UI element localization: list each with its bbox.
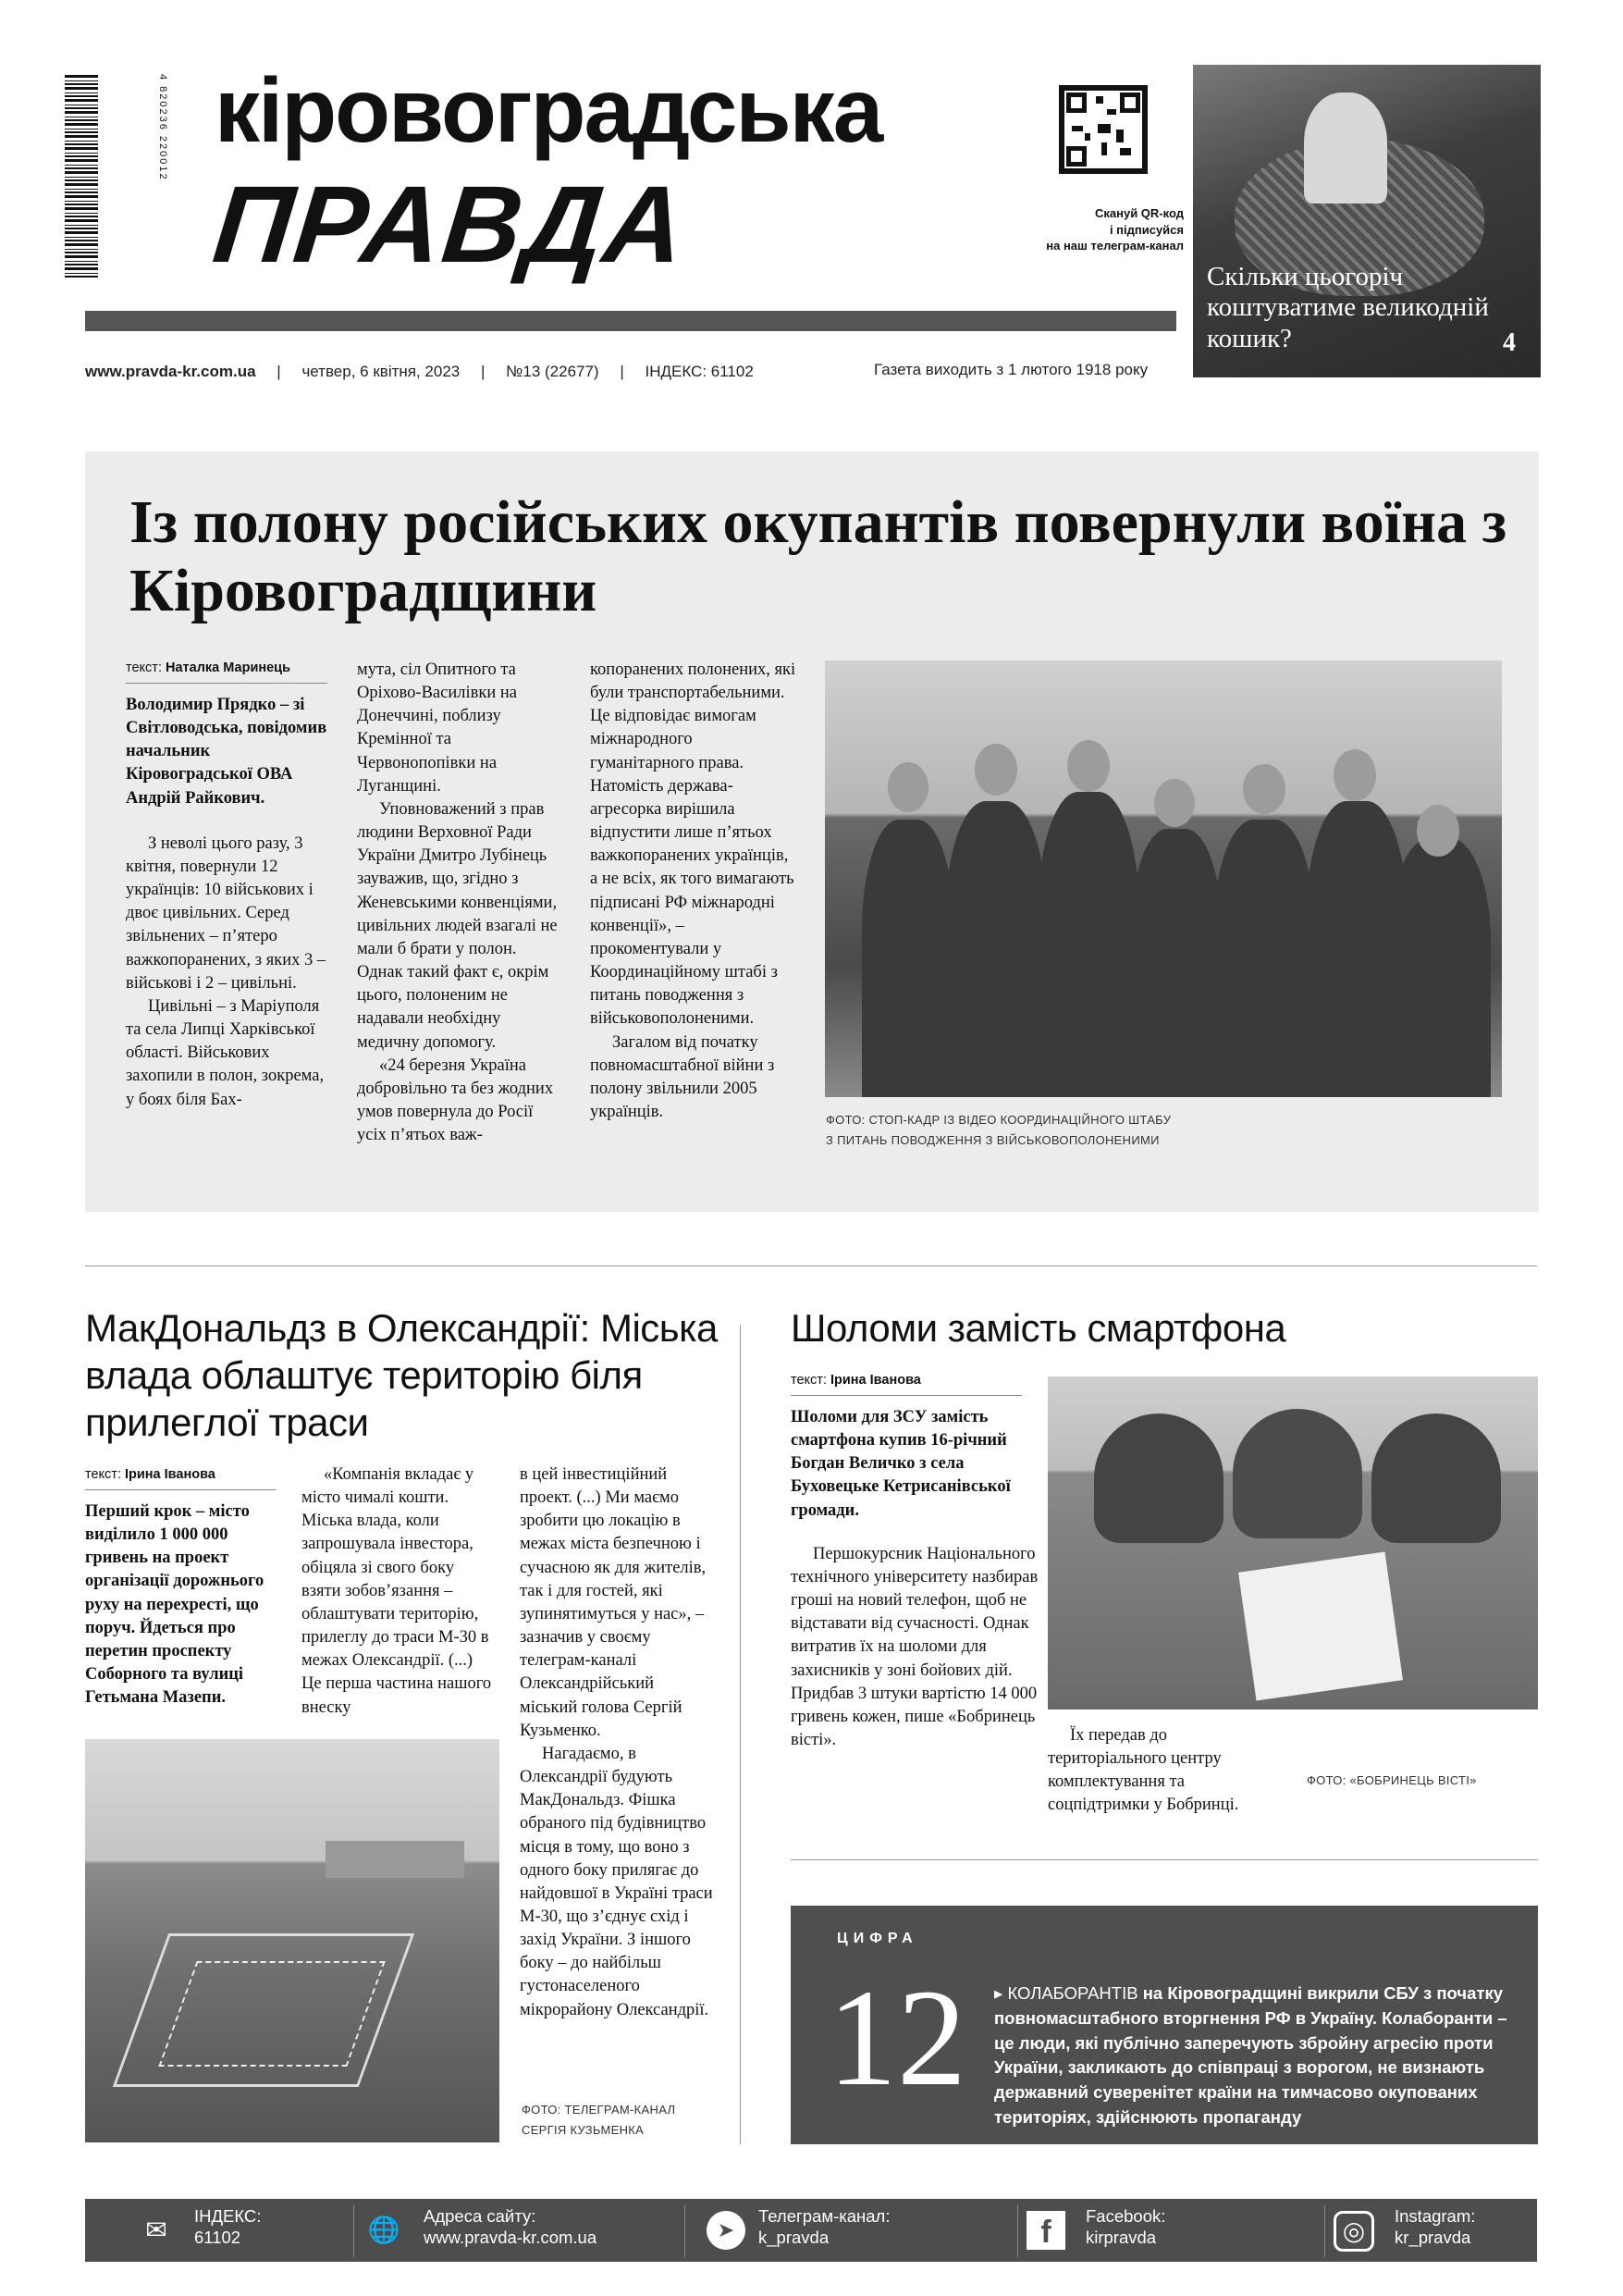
issue-number: №13 (22677): [506, 363, 599, 380]
issue-date: четвер, 6 квітня, 2023: [301, 363, 461, 380]
masthead-title-line1: кіровоградська: [215, 59, 882, 161]
lead-column-2: мута, сіл Опитного та Оріхово-Василівки на Донеччині, поблизу Кремінної та Червонопопівки на Луганщині. Уповноважений з прав людини Верховної Ради України Дмитро Лубінець зауважив, що, згідно з Женевськими конвенціями, цивільних людей взагалі не мали б брати у полон. Однак такий факт є, окрім цього, полоненим не надавали необхідну медичну допомогу. «24 березня Україна добровільно та без жодних умов повернула до Росії усіх п’ятьох важ-: [357, 660, 558, 1145]
barcode-number: 4 820236 220012: [157, 74, 168, 181]
cifra-keyword: КОЛАБОРАНТІВ: [1007, 1983, 1138, 2003]
helmets-photo[interactable]: [1048, 1376, 1538, 1710]
telegram-icon: ➤: [707, 2211, 745, 2250]
facebook-icon: f: [1027, 2211, 1065, 2250]
helmets-column: Шоломи для ЗСУ замість смартфона купив 16-річний Богдан Величко з села Буховецьке Кетрисанівської громади. Першокурсник Національного технічного університету назбирав гроші на новий телефон, щоб не відставати від сучасності. Однак витратив їх на шоломи для захисників у зоні бойових дій. Придбав 3 штуки вартістю 14 000 гривень кожен, пише «Бобринець вісті».: [791, 1408, 1039, 1750]
masthead-title-line2: ПРАВДА: [208, 164, 692, 286]
promo-text[interactable]: Скільки цьогоріч коштуватиме великодній кошик?: [1207, 262, 1489, 353]
footer-facebook[interactable]: Facebook: kirpravda: [1086, 2206, 1166, 2248]
helmets-photo-text: Їх передав до територіального центру комплектування та соцпідтримки у Бобринці.: [1048, 1726, 1239, 1815]
website-link[interactable]: www.pravda-kr.com.ua: [85, 363, 256, 380]
promo-page-number: 4: [1503, 328, 1516, 357]
qr-code[interactable]: [1059, 85, 1148, 174]
lead-author: текст: Наталка Маринець: [126, 660, 291, 675]
mcdonalds-column-3: в цей інвестиційний проект. (...) Ми маємо зробити цю локацію в межах міста безпечною і сучасною як для жителів, так і для гостей, які зупинятимуться у нас», – зазначив у своєму телеграм-каналі Олександрійський міський голова Сергій Кузьменко. Нагадаємо, в Олександрії будують МакДональдз. Фішка обраного під будівництво місця в тому, що воно з одного боку прилягає до найдовшої в Україні траси М-30, що з’єднує схід і захід України. З іншого боку – до найбільш густонаселеного мікрорайону Олександрії.: [520, 1465, 713, 2019]
lead-headline[interactable]: Із полону російських окупантів повернули воїна з Кіровоградщини: [129, 488, 1507, 624]
mcdonalds-lead: Перший крок – місто виділило 1 000 000 гривень на проект організації дорожнього руху на перехресті, що поруч. Йдеться про перетин проспекту Соборного та вулиці Гетьмана Мазепи.: [85, 1502, 264, 1708]
since-note: Газета виходить з 1 лютого 1918 року: [874, 361, 1149, 378]
issue-info: www.pravda-kr.com.ua | четвер, 6 квітня, 2023 | №13 (22677) | ІНДЕКС: 61102: [85, 363, 754, 380]
mcdonalds-headline[interactable]: МакДональдз в Олександрії: Міська влада облаштує територію біля прилеглої траси: [85, 1306, 718, 1445]
helmets-author: текст: Ірина Іванова: [791, 1373, 921, 1388]
footer-instagram[interactable]: Instagram: kr_pravda: [1395, 2206, 1476, 2248]
qr-note: Скануй QR-код і підписуйся на наш телеграм-канал: [1046, 206, 1184, 253]
helmets-photo-caption: ФОТО: «БОБРИНЕЦЬ ВІСТІ»: [1307, 1773, 1477, 1787]
barcode: [65, 74, 98, 278]
footer-index: ІНДЕКС: 61102: [194, 2206, 262, 2248]
soldiers-photo[interactable]: [825, 660, 1502, 1097]
arrow-icon: ▸: [994, 1983, 1003, 2003]
mcdonalds-photo-caption: ФОТО: ТЕЛЕГРАМ-КАНАЛ СЕРГІЯ КУЗЬМЕНКА: [522, 2103, 676, 2138]
issue-index: ІНДЕКС: 61102: [645, 363, 754, 380]
globe-icon: 🌐: [367, 2216, 400, 2244]
mcdonalds-author: текст: Ірина Іванова: [85, 1467, 215, 1482]
helmets-headline[interactable]: Шоломи замість смартфона: [791, 1306, 1286, 1350]
mcdonalds-column-2: «Компанія вкладає у місто чималі кошти. Міська влада, коли запрошувала інвестора, обіцяла зі свого боку взяти зобов’язання – облаштувати територію, прилеглу до траси М-30 в межах Олександрії. (...) Це перша частина нашого внеску: [301, 1465, 492, 1717]
instagram-icon: ◎: [1334, 2211, 1374, 2252]
lead-column-3: копоранених полонених, які були транспортабельними. Це відповідає вимогам міжнародного гуманітарного права. Натомість держава-агресорка вирішила відпустити лише п’ятьох важкопоранених українців, а не всіх, як того вимагають підписані РФ міжнародні конвенції», – прокоментували у Координаційному штабі з питань поводження з військовополоненими. Загалом від початку повномасштабної війни з полону звільнили 2005 українців.: [590, 660, 796, 1121]
masthead-divider: [85, 311, 1176, 331]
mail-pin-icon: ✉: [145, 2216, 167, 2244]
footer-telegram[interactable]: Телеграм-канал: k_pravda: [758, 2206, 891, 2248]
lead-photo-caption: ФОТО: СТОП-КАДР ІЗ ВІДЕО КООРДИНАЦІЙНОГО ШТАБУ З ПИТАНЬ ПОВОДЖЕННЯ З ВІЙСЬКОВОПОЛОНЕНИМИ: [826, 1113, 1172, 1148]
lead-column-1: Володимир Прядко – зі Світловодська, повідомив начальник Кіровоградської ОВА Андрій Райкович. З неволі цього разу, 3 квітня, повернули 12 українців: 10 військових і двоє цивільних. Серед звільнених – п’ятеро важкопоранених, з яких 3 – військові і 2 – цивільні. Цивільні – з Маріуполя та села Липці Харківської області. Військових захопили в полон, зокрема, у боях біля Бах-: [126, 696, 327, 1109]
footer-website[interactable]: Адреса сайту: www.pravda-kr.com.ua: [424, 2206, 597, 2248]
cifra-number: 12: [828, 1961, 966, 2115]
construction-photo[interactable]: [85, 1739, 499, 2142]
cifra-text: ▸ КОЛАБОРАНТІВ на Кіровоградщині викрили СБУ з початку повномасштабного вторгнення РФ в Україну. Колаборанти – це люди, які публічно заперечують збройну агресію проти України, закликають до співпраці з ворогом, не визнають державний суверенітет країни на тимчасово окупованих територіях, здійснюють пропаганду: [994, 1983, 1507, 2128]
cifra-label: ЦИФРА: [837, 1931, 918, 1946]
